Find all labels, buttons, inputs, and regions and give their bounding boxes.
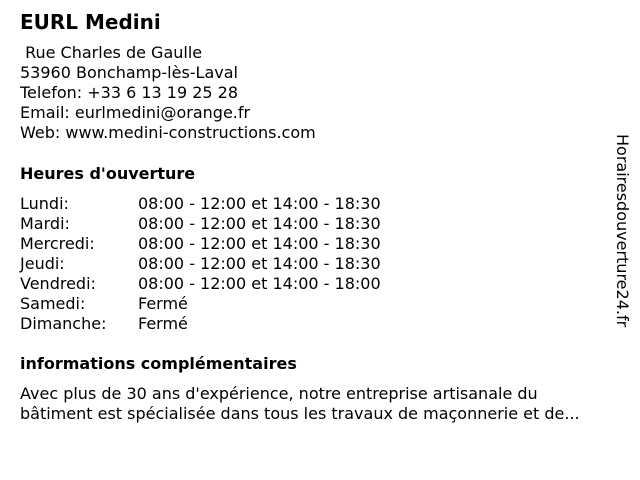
hours-row-tuesday	[20, 214, 440, 234]
email-address: Email: eurlmedini@orange.fr	[20, 103, 251, 122]
company-name: EURL Medini	[20, 10, 161, 34]
website: Web: www.medini-constructions.com	[20, 123, 316, 142]
hours-value: 08:00 - 12:00 et 14:00 - 18:00	[138, 274, 381, 293]
hours-row-sunday	[20, 314, 440, 334]
contact-block	[20, 43, 316, 143]
day-label: Mercredi:	[20, 234, 95, 253]
day-label: Vendredi:	[20, 274, 96, 293]
hours-row-wednesday	[20, 234, 440, 254]
description-line: bâtiment est spécialisée dans tous les travaux de maçonnerie et de...	[20, 404, 580, 423]
day-label: Dimanche:	[20, 314, 107, 333]
hours-row-saturday	[20, 294, 440, 314]
phone-number: Telefon: +33 6 13 19 25 28	[20, 83, 239, 102]
hours-row-thursday	[20, 254, 440, 274]
day-label: Jeudi:	[20, 254, 65, 273]
street-address: Rue Charles de Gaulle	[20, 43, 203, 62]
description-line: Avec plus de 30 ans d'expérience, notre entreprise artisanale du	[20, 384, 538, 403]
day-label: Lundi:	[20, 194, 69, 213]
day-label: Mardi:	[20, 214, 70, 233]
additional-info-heading: informations complémentaires	[20, 354, 297, 373]
hours-value: Fermé	[138, 294, 188, 313]
hours-row-friday	[20, 274, 440, 294]
hours-value: Fermé	[138, 314, 188, 333]
city-address: 53960 Bonchamp-lès-Laval	[20, 63, 238, 82]
opening-hours-table	[20, 194, 440, 334]
site-watermark: Horairesdouverture24.fr	[613, 134, 632, 328]
hours-value: 08:00 - 12:00 et 14:00 - 18:30	[138, 214, 381, 233]
hours-value: 08:00 - 12:00 et 14:00 - 18:30	[138, 254, 381, 273]
opening-hours-heading: Heures d'ouverture	[20, 164, 196, 183]
business-description	[20, 384, 630, 424]
hours-value: 08:00 - 12:00 et 14:00 - 18:30	[138, 194, 381, 213]
hours-row-monday	[20, 194, 440, 214]
hours-value: 08:00 - 12:00 et 14:00 - 18:30	[138, 234, 381, 253]
day-label: Samedi:	[20, 294, 86, 313]
